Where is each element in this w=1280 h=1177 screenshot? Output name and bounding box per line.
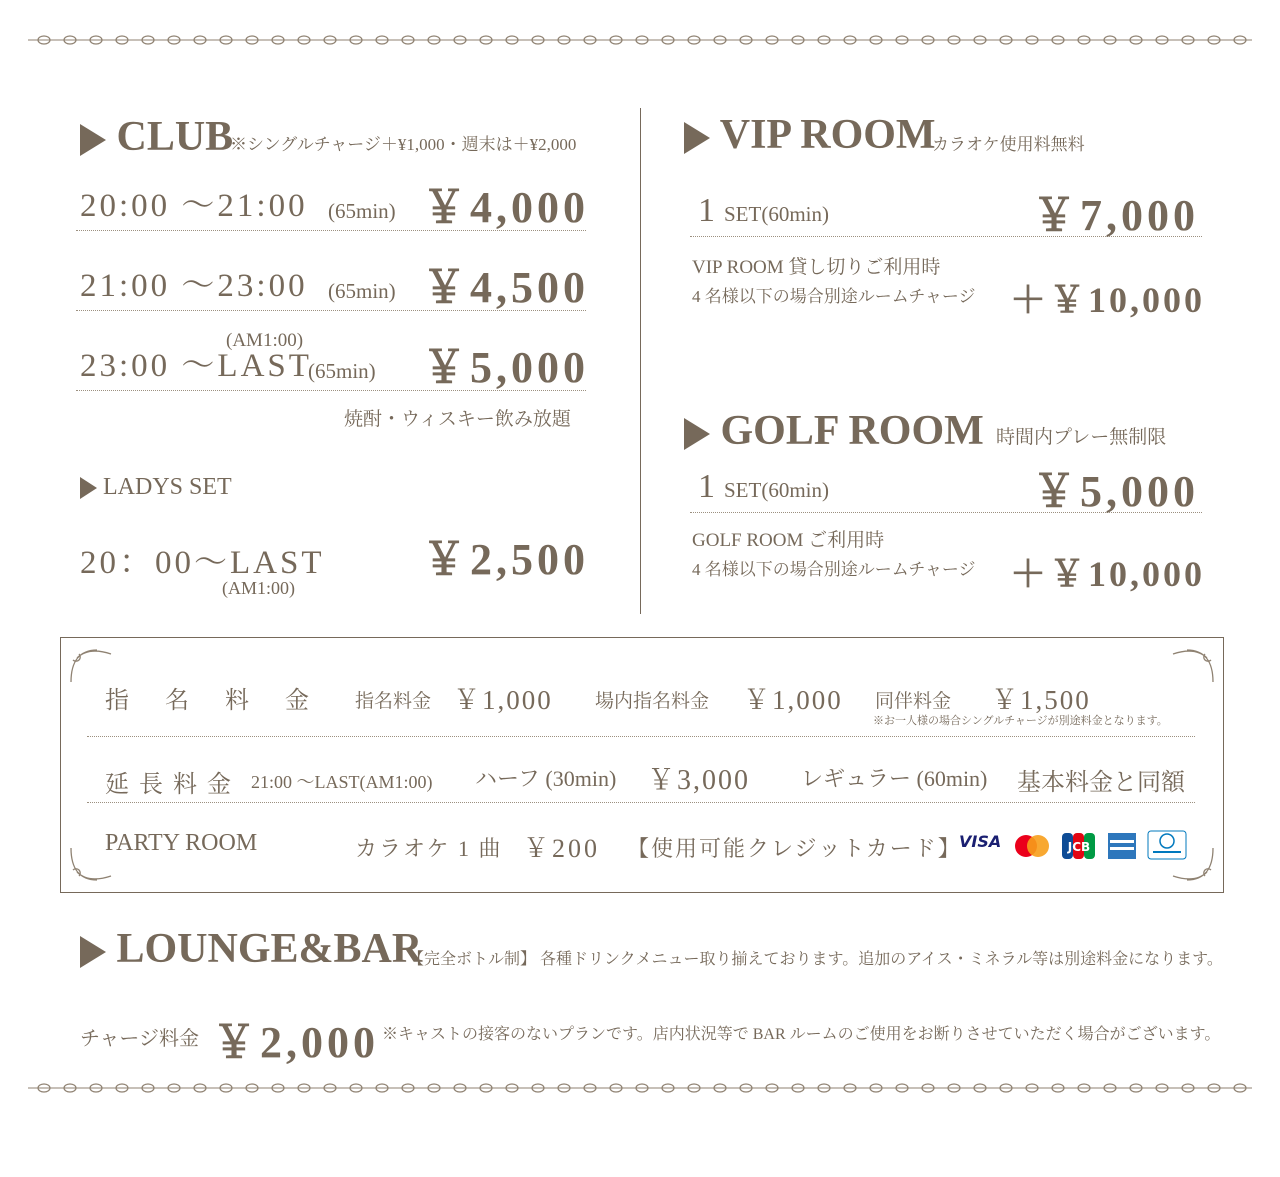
ladys-time: 20：00～LAST [80,545,325,581]
club-row-3 [76,343,589,392]
vip-set-num: 1 [698,192,715,229]
dohan-price: ￥1,500 [991,685,1091,715]
vip-line1: VIP ROOM 貸し切りご利用時 [692,257,941,278]
ladys-sub: (AM1:00) [222,578,295,598]
club-row-1 [76,183,589,232]
ladys-price: ￥2,500 [422,535,589,584]
fees-divider-2 [87,802,1195,803]
golf-set-num: 1 [698,468,715,505]
dohan-label: 同伴料金 [875,691,952,712]
club-row-3-time: 23:00 ～LAST [80,348,312,384]
amex-card-icon [1107,832,1137,860]
club-note: ※シングルチャージ＋¥1,000・週末は＋¥2,000 [230,135,577,154]
golf-extra: ＋￥10,000 [1010,554,1206,594]
karaoke-label: カラオケ 1 曲 [355,836,503,861]
golf-line2: 4 名様以下の場合別途ルームチャージ [692,560,976,579]
credit-label: 【使用可能クレジットカード】 [627,836,962,861]
vip-line2: 4 名様以下の場合別途ルームチャージ [692,287,976,306]
club-row-1-time: 20:00 ～21:00 [80,188,308,224]
jcb-card-icon [1061,832,1097,860]
club-row-3-price: ￥5,000 [422,343,589,392]
encho-time: 21:00 ～LAST(AM1:00) [251,772,433,792]
mastercard-icon [1013,834,1051,858]
club-title: CLUB [116,114,234,160]
club-drink-note: 焼酎・ウィスキー飲み放題 [344,409,571,430]
charge-price: ￥2,000 [212,1018,379,1067]
visa-card-label: VISA [959,832,1002,851]
jonai-label: 場内指名料金 [595,691,710,712]
golf-line1: GOLF ROOM ご利用時 [692,530,885,551]
club-row-2-min: (65min) [328,279,396,303]
half-price: ￥3,000 [647,765,751,796]
lounge-title: LOUNGE&BAR [116,926,423,972]
ladys-heading [80,474,232,501]
diners-card-icon [1147,830,1187,860]
triangle-icon [80,124,106,156]
triangle-icon [684,418,710,450]
club-row-3-sup: (AM1:00) [226,330,304,351]
fees-divider-1 [87,736,1195,737]
golf-price: ￥5,000 [1032,467,1199,516]
party-title: PARTY ROOM [105,830,258,856]
regular-label: レギュラー (60min) [801,766,988,791]
bottom-ornament-border [28,1078,1252,1098]
club-row-3-min: (65min) [308,359,376,383]
half-label: ハーフ (30min) [475,766,617,791]
corner-ornament-icon [1169,644,1217,686]
jonai-price: ￥1,000 [743,685,843,715]
club-row-1-price: ￥4,000 [422,183,589,232]
golf-note: 時間内プレー無制限 [996,427,1167,448]
shimei-title: 指 名 料 金 [105,688,315,714]
lounge-note: 【完全ボトル制】 各種ドリンクメニュー取り揃えております。追加のアイス・ミネラル等は別途料金になります。 [408,951,1223,968]
top-ornament-border [28,30,1252,50]
club-heading [80,116,233,158]
fees-box [60,637,1224,893]
lounge-heading [80,928,422,970]
golf-heading [684,410,984,452]
karaoke-price: ￥200 [523,834,601,863]
triangle-icon [80,936,106,968]
golf-set-label: SET(60min) [724,478,829,502]
visa-card-icon [959,832,1005,858]
vip-heading [684,114,936,156]
triangle-icon [80,477,97,499]
golf-set-row [690,467,1202,516]
club-row-2-price: ￥4,500 [422,263,589,312]
vip-set-label: SET(60min) [724,202,829,226]
club-row-2-time: 21:00 ～23:00 [80,268,308,304]
dohan-note: ※お一人様の場合シングルチャージが別途料金となります。 [873,715,1168,727]
golf-title: GOLF ROOM [720,408,984,454]
regular-value: 基本料金と同額 [1017,770,1185,796]
shimei-price: ￥1,000 [453,685,553,715]
vip-title: VIP ROOM [719,112,936,158]
vip-extra: ＋￥10,000 [1010,280,1206,320]
club-row-1-min: (65min) [328,199,396,223]
charge-label: チャージ料金 [80,1028,199,1050]
vip-set-row [690,191,1202,240]
charge-note: ※キャストの接客のないプランです。店内状況等で BAR ルームのご使用をお断りさせていただく場合がございます。 [382,1026,1221,1043]
ladys-title: LADYS SET [103,474,232,500]
shimei-label: 指名料金 [355,691,432,712]
vip-price: ￥7,000 [1032,191,1199,240]
svg-text:JCB: JCB [1067,840,1091,854]
encho-title: 延 長 料 金 [105,772,233,798]
club-row-2 [76,263,589,312]
triangle-icon [684,122,710,154]
vip-note: カラオケ使用料無料 [932,135,1085,154]
column-divider [640,108,641,614]
